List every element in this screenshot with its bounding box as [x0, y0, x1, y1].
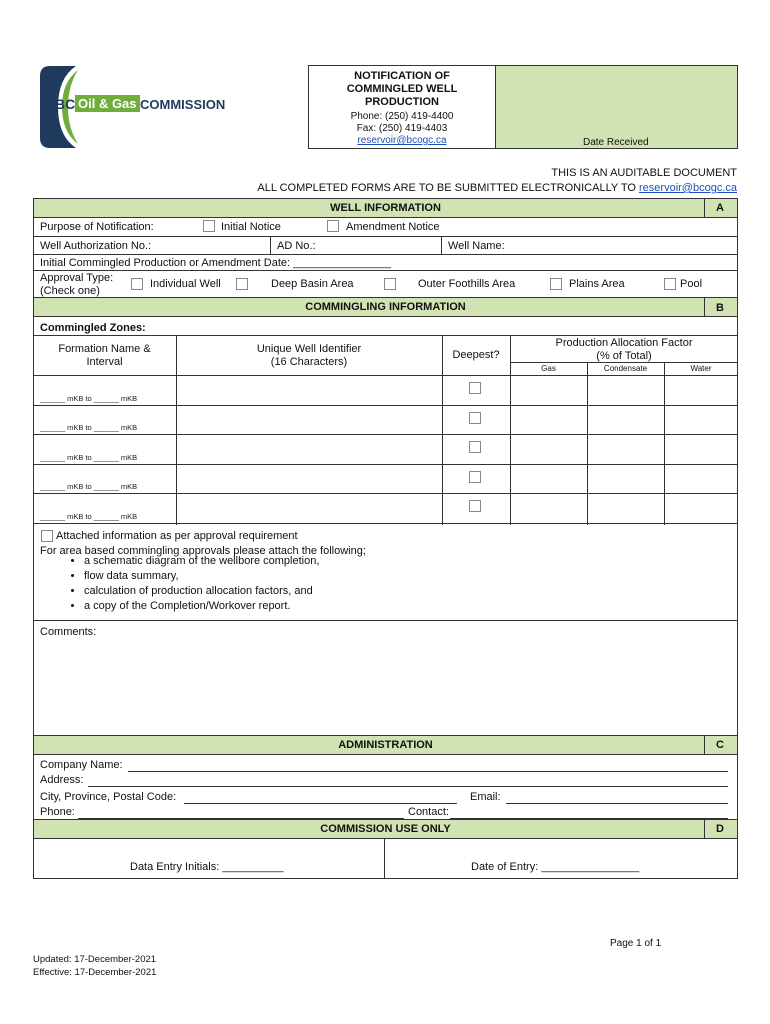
initial-notice-checkbox[interactable]	[203, 220, 215, 232]
interval-text: ______ mKB to ______ mKB	[40, 512, 138, 521]
plains-area-checkbox[interactable]	[550, 278, 562, 290]
attached-info-checkbox[interactable]	[41, 530, 53, 542]
purpose-label: Purpose of Notification:	[40, 221, 154, 233]
data-entry-initials: Data Entry Initials: __________	[130, 861, 284, 873]
outer-foothills-checkbox[interactable]	[384, 278, 396, 290]
logo-oil-gas: Oil & Gas	[75, 95, 140, 112]
col-deepest-header: Deepest?	[452, 349, 500, 361]
section-a-header	[33, 198, 738, 218]
initial-notice-label: Initial Notice	[221, 221, 281, 233]
individual-well-checkbox[interactable]	[131, 278, 143, 290]
contact-field[interactable]	[450, 806, 728, 819]
list-item: • calculation of production allocation factors, and	[84, 584, 319, 599]
section-c-letter: C	[716, 739, 724, 751]
col-formation-header: Formation Name & Interval	[58, 343, 151, 368]
table-row	[33, 464, 738, 493]
col-uwi-header: Unique Well Identifier (16 Characters)	[256, 343, 362, 368]
wa-label: Well Authorization No.:	[40, 240, 152, 252]
auditable-notice: THIS IS AN AUDITABLE DOCUMENT	[551, 167, 737, 179]
date-of-entry: Date of Entry: ________________	[471, 861, 640, 873]
list-item: • flow data summary,	[84, 569, 319, 584]
fax-text: Fax: (250) 419-4403	[356, 123, 448, 134]
company-name-label: Company Name:	[40, 759, 123, 771]
section-d-letter: D	[716, 823, 724, 835]
date-received-box	[495, 65, 738, 149]
col-condensate-header: Condensate	[603, 364, 648, 373]
well-name-label: Well Name:	[448, 240, 505, 252]
section-c-title: ADMINISTRATION	[338, 739, 433, 751]
section-b-letter: B	[716, 302, 724, 314]
interval-text: ______ mKB to ______ mKB	[40, 423, 138, 432]
table-row	[33, 493, 738, 523]
attached-info-label: Attached information as per approval requirement	[56, 530, 298, 542]
logo	[40, 66, 230, 148]
deepest-checkbox[interactable]	[469, 412, 481, 424]
page-number: Page 1 of 1	[610, 938, 662, 949]
interval-text: ______ mKB to ______ mKB	[40, 482, 138, 491]
col-paf-header: Production Allocation Factor (% of Total)	[555, 337, 693, 362]
phone-label: Phone:	[40, 806, 75, 818]
updated-date: Updated: 17-December-2021	[33, 954, 157, 965]
company-name-field[interactable]	[128, 759, 728, 772]
deep-basin-checkbox[interactable]	[236, 278, 248, 290]
section-d-title: COMMISSION USE ONLY	[320, 823, 451, 835]
title-box	[308, 65, 496, 149]
section-d-header	[33, 819, 738, 839]
submit-email-link[interactable]: reservoir@bcogc.ca	[639, 182, 737, 194]
outer-foothills-label: Outer Foothills Area	[418, 278, 516, 290]
section-b-title: COMMINGLING INFORMATION	[305, 301, 466, 313]
footer-dates	[33, 953, 156, 979]
contact-info	[309, 111, 495, 147]
email-label: Email:	[470, 791, 501, 803]
deepest-checkbox[interactable]	[469, 441, 481, 453]
address-field[interactable]	[88, 774, 728, 787]
logo-mark: BC	[55, 96, 76, 112]
comments-field[interactable]	[40, 640, 734, 734]
section-a-title: WELL INFORMATION	[330, 202, 441, 214]
effective-date: Effective: 17-December-2021	[33, 967, 157, 978]
ad-label: AD No.:	[277, 240, 316, 252]
list-item: • a schematic diagram of the wellbore completion,	[84, 554, 319, 569]
list-item: • a copy of the Completion/Workover report.	[84, 599, 319, 614]
amendment-notice-label: Amendment Notice	[346, 221, 440, 233]
interval-text: ______ mKB to ______ mKB	[40, 394, 138, 403]
deepest-checkbox[interactable]	[469, 500, 481, 512]
email-link[interactable]: reservoir@bcogc.ca	[357, 135, 447, 146]
col-gas-header: Gas	[541, 364, 556, 373]
section-b-header	[33, 297, 738, 317]
approval-type-label: Approval Type: (Check one)	[40, 272, 114, 297]
zones-table	[33, 335, 738, 525]
email-field[interactable]	[506, 791, 728, 804]
contact-label: Contact:	[408, 806, 449, 818]
table-row	[33, 434, 738, 464]
commingled-date-label: Initial Commingled Production or Amendment Date: ________________	[40, 257, 392, 269]
plains-area-label: Plains Area	[569, 278, 625, 290]
pool-checkbox[interactable]	[664, 278, 676, 290]
deepest-checkbox[interactable]	[469, 471, 481, 483]
phone-text: Phone: (250) 419-4400	[350, 111, 454, 122]
amendment-notice-checkbox[interactable]	[327, 220, 339, 232]
date-received-label: Date Received	[583, 137, 649, 148]
col-water-header: Water	[690, 364, 712, 373]
table-row	[33, 375, 738, 405]
logo-commission: COMMISSION	[140, 97, 226, 112]
section-c-header	[33, 735, 738, 755]
table-row	[33, 405, 738, 434]
deep-basin-label: Deep Basin Area	[271, 278, 354, 290]
city-label: City, Province, Postal Code:	[40, 791, 177, 803]
address-label: Address:	[40, 774, 84, 786]
individual-well-label: Individual Well	[150, 278, 221, 290]
commingled-zones-label: Commingled Zones:	[40, 322, 146, 334]
deepest-checkbox[interactable]	[469, 382, 481, 394]
comments-label: Comments:	[40, 626, 97, 638]
pool-label: Pool	[680, 278, 703, 290]
phone-field[interactable]	[78, 806, 404, 819]
city-field[interactable]	[184, 791, 457, 804]
section-a-letter: A	[716, 202, 724, 214]
form-title: NOTIFICATION OF COMMINGLED WELL PRODUCTION	[346, 70, 458, 108]
submit-notice: ALL COMPLETED FORMS ARE TO BE SUBMITTED ELECTRONICALLY TO reservoir@bcogc.ca	[257, 182, 737, 194]
attachment-list	[64, 554, 319, 614]
area-approval-text: For area based commingling approvals please attach the following;	[40, 545, 366, 557]
interval-text: ______ mKB to ______ mKB	[40, 453, 138, 462]
